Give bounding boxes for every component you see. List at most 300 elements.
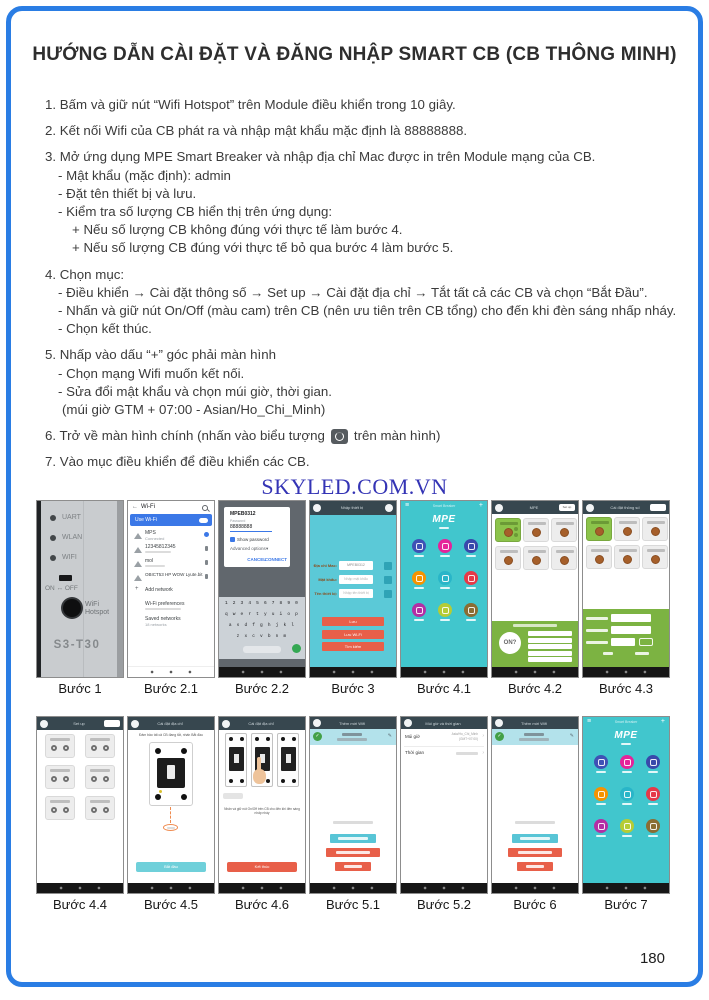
app-icon — [412, 571, 426, 585]
connect-button: CONNECT — [264, 557, 287, 562]
keyboard-row: q w e r t y u i o p — [224, 612, 300, 617]
screen-title: Set up — [73, 721, 85, 726]
step-4-sub: - Điều khiển → Cài đặt thông số → Set up → Cài đặt địa chỉ → Tắt tất cả các CB và chọn “Bắt Đầu”. — [58, 284, 648, 300]
android-nav-bar — [37, 883, 123, 893]
saved-count: 18 networks — [145, 622, 167, 627]
icon-label-bar — [622, 771, 632, 773]
save-button: Lưu — [322, 617, 384, 626]
cb-tile — [523, 518, 549, 542]
shot-step-2-1 — [127, 500, 215, 696]
network-name: OBICT53 HP WOW Lyute.bit — [145, 572, 203, 577]
shot-step-4-6 — [218, 716, 306, 912]
logo-underline — [439, 527, 449, 529]
app-icon — [620, 819, 634, 833]
callout-oval — [163, 824, 178, 831]
cb-tile — [495, 546, 521, 570]
ssid-name: MPEB0312 — [230, 511, 256, 517]
panel-row — [528, 651, 572, 656]
app-icon — [646, 819, 660, 833]
screen-title: Smart Breaker — [614, 720, 638, 724]
caret-icon: ▾ — [266, 546, 269, 551]
step-caption: Bước 5.1 — [325, 897, 381, 912]
panel-row — [528, 644, 572, 649]
shot-step-5-1 — [309, 716, 397, 912]
lock-icon — [205, 560, 209, 565]
step-7: 7. Vào mục điều khiển để điều khiển các CB. — [45, 454, 310, 470]
step-caption: Bước 6 — [513, 897, 557, 912]
watermark-link[interactable]: SKYLED.COM.VN — [261, 474, 448, 499]
icon-label-bar — [414, 587, 424, 589]
icon-label-bar — [414, 619, 424, 621]
step-5-sub: - Chọn mạng Wifi muốn kết nối. — [58, 365, 245, 381]
space-key — [243, 646, 281, 653]
device-strip — [310, 729, 396, 745]
step-4-sub: - Chọn kết thúc. — [58, 321, 152, 337]
shot-step-2-2 — [218, 500, 306, 696]
app-logo: MPE — [614, 730, 638, 741]
app-icon — [412, 539, 426, 553]
change-password-button — [326, 848, 380, 857]
keyboard-row: 1 2 3 4 5 6 7 8 9 0 — [224, 601, 300, 606]
instruction-steps — [45, 88, 683, 472]
shot-step-4-1 — [400, 500, 488, 696]
divider — [404, 746, 484, 747]
panel-row — [528, 638, 572, 643]
app-header — [310, 717, 396, 729]
finish-button: Kết thúc — [227, 862, 297, 872]
cb-tile-active — [495, 518, 521, 542]
step-4-sub: - Nhấn và giữ nút On/Off (màu cam) trên CB (nên ưu tiên trên CB tổng) cho đến khi đèn sáng nhấp nháy. — [58, 303, 677, 319]
android-nav-bar — [219, 667, 305, 677]
icon-label-bar — [596, 771, 606, 773]
panel-button — [639, 638, 653, 646]
panel-label-bar — [586, 629, 608, 632]
timezone-value: Asia/Ho_Chi_Minh — [451, 732, 478, 736]
back-icon: ← — [132, 504, 138, 510]
close-icon — [385, 504, 393, 512]
app-header — [583, 501, 669, 514]
cb-tile — [85, 796, 115, 820]
wifi-setup-screen — [309, 716, 397, 894]
step-4: 4. Chọn mục: — [45, 266, 125, 282]
led-label: UART — [62, 514, 81, 521]
icon-label-bar — [596, 835, 606, 837]
panel-input — [611, 614, 651, 622]
page-number: 180 — [639, 950, 665, 967]
cb-tile — [586, 545, 612, 569]
cb-tile — [551, 546, 577, 570]
app-icon — [464, 603, 478, 617]
android-nav-bar — [401, 667, 487, 677]
logo-underline — [621, 743, 631, 745]
panel-title-bar — [513, 624, 557, 627]
wifi-signal-icon — [134, 547, 142, 553]
back-icon — [404, 719, 412, 727]
step-caption: Bước 4.1 — [416, 681, 472, 696]
start-button: Bắt đầu — [136, 862, 206, 872]
icon-label-bar — [466, 555, 476, 557]
chevron-right-icon: › — [482, 733, 484, 739]
app-icon — [646, 787, 660, 801]
app-header — [37, 717, 123, 730]
shot-step-6 — [491, 716, 579, 912]
cb-tile — [614, 517, 640, 541]
step-caption: Bước 4.5 — [143, 897, 199, 912]
app-icon — [620, 755, 634, 769]
screen-title: Nhập thiết bị — [340, 505, 364, 510]
app-header — [492, 501, 578, 514]
cb-control-screen — [491, 500, 579, 678]
app-icon — [594, 819, 608, 833]
terminal-dot — [292, 737, 296, 741]
cb-tile — [523, 546, 549, 570]
network-name: MPS — [145, 530, 156, 536]
cb-tile — [45, 796, 75, 820]
cb-tile — [551, 518, 577, 542]
photo-edge-right — [117, 501, 123, 677]
terminal-dot — [229, 737, 233, 741]
icon-label-bar — [466, 619, 476, 621]
led-wifi — [50, 555, 56, 561]
add-icon: + — [478, 502, 483, 509]
wifi-hotspot-button — [63, 599, 81, 617]
network-name: mol — [145, 558, 154, 564]
step-caption: Bước 4.3 — [598, 681, 654, 696]
app-header — [128, 717, 214, 730]
screen-title: Thêm mới Wifi — [521, 720, 547, 726]
icon-label-bar — [648, 771, 658, 773]
terminal-dot — [155, 748, 161, 754]
wifi-preferences: Wi-Fi preferences — [145, 601, 185, 607]
device-sub-bar — [519, 738, 549, 741]
device-sub-bar — [337, 738, 367, 741]
led-label: WLAN — [62, 534, 83, 541]
field-action-button — [384, 562, 392, 570]
step-3-sub: - Kiểm tra số lượng CB hiển thị trên ứng dụng: — [58, 204, 333, 220]
page-title: HƯỚNG DẪN CÀI ĐẶT VÀ ĐĂNG NHẬP SMART CB (CB THÔNG MINH) — [32, 44, 677, 65]
tile-mini-icon — [514, 533, 518, 537]
screen-title: Cài đặt địa chỉ — [248, 721, 274, 726]
back-icon — [313, 719, 321, 727]
cb-switch — [167, 765, 175, 779]
screenshot-row-2 — [36, 716, 670, 912]
android-nav-bar — [219, 883, 305, 893]
chevron-right-icon: › — [482, 750, 484, 756]
cb-unit — [225, 733, 247, 787]
back-icon — [313, 504, 321, 512]
app-icon — [464, 539, 478, 553]
instruction-note: Nhấn và giữ nút On/Off trên CB cho đến khi đèn sáng nhấp nháy — [224, 807, 300, 816]
back-icon — [131, 720, 139, 728]
power-switch — [59, 575, 72, 581]
icon-label-bar — [648, 803, 658, 805]
check-icon: ✓ — [313, 732, 322, 741]
step-6 — [45, 427, 683, 445]
icon-label-bar — [596, 803, 606, 805]
indicator-led — [159, 790, 162, 793]
device-name-bar — [342, 733, 362, 736]
add-icon: + — [135, 586, 139, 592]
shot-step-4-5 — [127, 716, 215, 912]
icon-label-bar — [622, 835, 632, 837]
app-home-screen — [400, 500, 488, 678]
time-value-bar — [456, 752, 478, 755]
pointer-line — [170, 807, 171, 823]
icon-label-bar — [440, 555, 450, 557]
shot-step-3 — [309, 500, 397, 696]
password-label: Password — [230, 519, 246, 523]
android-nav-bar — [128, 666, 214, 677]
advanced-options: Advanced options — [230, 546, 266, 551]
save-wifi-button: Lưu Wi-Fi — [322, 630, 384, 639]
icon-label-bar — [414, 555, 424, 557]
save-label-bar — [603, 652, 613, 655]
icon-label-bar — [440, 619, 450, 621]
back-icon — [495, 719, 503, 727]
field-label: Mật khẩu: — [318, 577, 337, 582]
wifi-signal-icon — [134, 561, 142, 567]
shot-step-5-2 — [400, 716, 488, 912]
app-home-screen — [582, 716, 670, 894]
input-underline — [230, 531, 272, 532]
parameter-settings-screen — [582, 500, 670, 678]
step-3-sub: - Đặt tên thiết bị và lưu. — [58, 185, 197, 201]
on-panel — [492, 621, 578, 667]
app-icon — [438, 603, 452, 617]
model-label: S3-T30 — [53, 639, 101, 651]
cancel-label-bar — [635, 652, 649, 655]
network-settings-icon — [204, 532, 209, 537]
app-header — [219, 717, 305, 730]
network-status: Connected — [145, 536, 165, 541]
terminal-dot — [292, 779, 296, 783]
change-password-button — [508, 848, 562, 857]
search-button: Tìm kiếm — [322, 642, 384, 651]
cb-switch — [286, 754, 291, 763]
wifi-select-button — [512, 834, 558, 843]
terminal-dot — [266, 737, 270, 741]
cancel-button: CANCEL — [247, 557, 266, 562]
panel-label-bar — [586, 617, 608, 620]
back-icon — [495, 504, 503, 512]
cb-face — [157, 758, 185, 788]
step-1: 1. Bấm và giữ nút “Wifi Hotspot” trên Module điều khiển trong 10 giây. — [45, 97, 456, 112]
step-3: 3. Mở ứng dụng MPE Smart Breaker và nhập địa chỉ Mac được in trên Module mạng của CB. — [45, 149, 596, 165]
android-nav-bar — [492, 883, 578, 893]
prefs-sub-bar — [145, 608, 181, 610]
terminal-dot — [266, 779, 270, 783]
app-icon — [594, 755, 608, 769]
shot-step-4-2 — [491, 500, 579, 696]
field-label: Địa chỉ Mac: — [313, 563, 337, 568]
step-5: 5. Nhấp vào dấu “+” góc phải màn hình — [45, 347, 277, 363]
password-dialog — [224, 507, 290, 567]
header-chip — [650, 504, 666, 511]
cb-tile — [45, 734, 75, 758]
step-caption: Bước 4.4 — [52, 897, 108, 912]
hotspot-label: Hotspot — [85, 609, 110, 616]
back-icon — [222, 720, 230, 728]
android-nav-bar — [128, 883, 214, 893]
step-3-sub-sub: + Nếu số lượng CB không đúng với thực tế làm bước 4. — [72, 222, 403, 238]
network-name: 12345812345 — [145, 544, 176, 550]
pointing-hand — [253, 769, 266, 784]
icon-label-bar — [622, 803, 632, 805]
screenshot-row-1 — [36, 500, 670, 696]
app-icon — [464, 571, 478, 585]
address-setup-screen — [127, 716, 215, 894]
android-nav-bar — [583, 667, 669, 677]
shot-step-4-4 — [36, 716, 124, 912]
timezone-offset: (GMT+07:00) — [458, 737, 478, 741]
app-header — [310, 501, 396, 515]
field-action-button — [384, 576, 392, 584]
terminal-dot — [240, 779, 244, 783]
screen-title: Múi giờ và thời gian — [425, 720, 461, 726]
terminal-dot — [229, 779, 233, 783]
confirm-button — [335, 862, 371, 871]
mac-input: MPEB0312 — [339, 561, 373, 570]
cb-device-image — [149, 742, 193, 806]
time-label: Thời gian — [405, 750, 424, 755]
device-name-bar — [524, 733, 544, 736]
device-entry-screen — [309, 500, 397, 678]
field-label: Tên thiết bị: — [314, 591, 337, 596]
cb-face — [281, 747, 296, 771]
cb-tile-active — [586, 517, 612, 541]
module-photo — [36, 500, 124, 678]
shot-step-7 — [582, 716, 670, 912]
shot-step-1 — [36, 500, 124, 696]
app-icon — [594, 787, 608, 801]
panel-input — [611, 638, 635, 646]
terminal-dot — [155, 794, 161, 800]
step-2: 2. Kết nối Wifi của CB phát ra và nhập mật khẩu mặc định là 88888888. — [45, 123, 468, 139]
led-wlan — [50, 535, 56, 541]
back-icon — [40, 720, 48, 728]
show-password-checkbox — [230, 537, 235, 542]
search-icon — [202, 505, 208, 511]
terminal-dot — [240, 737, 244, 741]
shot-step-4-3 — [582, 500, 670, 696]
lock-icon — [205, 546, 209, 551]
menu-icon: ≡ — [587, 718, 592, 725]
panel-input — [611, 626, 651, 634]
android-nav-bar — [583, 883, 669, 893]
app-icon — [438, 571, 452, 585]
android-nav-bar — [401, 883, 487, 893]
app-icon — [412, 603, 426, 617]
on-button: ON? — [499, 632, 521, 654]
wifi-select-button — [330, 834, 376, 843]
android-nav-bar — [492, 667, 578, 677]
screen-title: Wi-Fi — [141, 504, 155, 510]
settings-panel — [583, 609, 669, 667]
field-action-button — [384, 590, 392, 598]
screen-title: Cài đặt địa chỉ — [157, 721, 183, 726]
step-caption: Bước 1 — [58, 681, 102, 696]
app-icon — [646, 755, 660, 769]
panel-label-bar — [586, 641, 608, 644]
step-3-sub: - Mật khẩu (mặc định): admin — [58, 167, 231, 183]
wifi-settings-screen — [127, 500, 215, 678]
enter-key — [292, 644, 301, 653]
callout-text-bar — [167, 827, 175, 829]
add-icon: + — [660, 718, 665, 725]
instruction-note: Đảm bảo tất cả CB đang tắt, nhấn Bắt đầu — [139, 733, 203, 737]
screen-title: MPE — [529, 505, 539, 510]
address-setup-hold-screen — [218, 716, 306, 894]
use-wifi-row — [130, 514, 212, 526]
edit-icon: ✎ — [569, 733, 574, 739]
cb-face — [229, 747, 244, 771]
step-caption: Bước 2.1 — [143, 681, 199, 696]
use-wifi-label: Use Wi-Fi — [135, 517, 157, 523]
name-input: Nhập tên thiết bị — [339, 589, 373, 598]
confirm-button — [517, 862, 553, 871]
network-sub-bar — [145, 551, 171, 553]
tile-mini-icon — [514, 527, 518, 531]
cb-tile — [614, 545, 640, 569]
terminal-dot — [281, 737, 285, 741]
step-caption: Bước 3 — [331, 681, 375, 696]
password-input: Nhập mật khẩu — [339, 575, 373, 584]
step-caption: Bước 2.2 — [234, 681, 290, 696]
saved-networks: Saved networks — [145, 616, 181, 622]
icon-label-bar — [466, 587, 476, 589]
info-chip — [223, 793, 243, 799]
home-icon — [331, 429, 348, 444]
cb-tile — [85, 765, 115, 789]
terminal-dot — [281, 779, 285, 783]
step-6-text: trên màn hình) — [353, 428, 441, 444]
led-label: WIFI — [62, 554, 77, 561]
led-uart — [50, 515, 56, 521]
device-strip — [492, 729, 578, 745]
app-header — [401, 717, 487, 729]
terminal-dot — [181, 794, 187, 800]
screen-title: Thêm mới Wifi — [339, 720, 365, 726]
cb-tile — [642, 545, 668, 569]
edit-icon: ✎ — [387, 733, 392, 739]
step-caption: Bước 4.2 — [507, 681, 563, 696]
keyboard — [219, 597, 305, 659]
switch-label: ON ↔ OFF — [45, 585, 78, 592]
back-icon — [586, 504, 594, 512]
panel-row — [528, 657, 572, 662]
icon-label-bar — [440, 587, 450, 589]
panel-row — [528, 631, 572, 636]
terminal-dot — [181, 748, 187, 754]
keyboard-row: z x c v b n m — [236, 634, 288, 639]
screen-title: Smart Breaker — [432, 504, 456, 508]
keyboard-row: a s d f g h j k l — [228, 623, 296, 628]
app-icon — [620, 787, 634, 801]
check-icon: ✓ — [495, 732, 504, 741]
app-logo: MPE — [432, 514, 456, 525]
step-caption: Bước 5.2 — [416, 897, 472, 912]
step-3-sub-sub: + Nếu số lượng CB đúng với thực tế bỏ qua bước 4 làm bước 5. — [72, 240, 454, 256]
timezone-label: Múi giờ — [405, 734, 420, 739]
password-value: 88888888 — [230, 524, 253, 530]
step-caption: Bước 7 — [604, 897, 648, 912]
setup-screen — [36, 716, 124, 894]
icon-label-bar — [648, 835, 658, 837]
app-icon — [438, 539, 452, 553]
network-sub-bar — [145, 565, 165, 567]
android-nav-bar — [310, 883, 396, 893]
cb-tile — [45, 765, 75, 789]
